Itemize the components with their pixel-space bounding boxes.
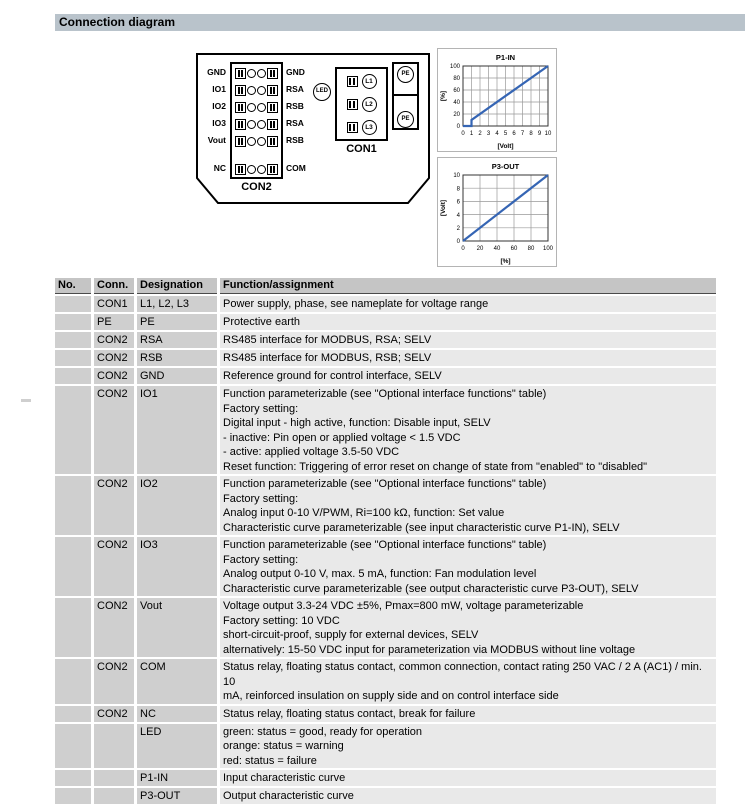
screw-terminal-icon	[347, 99, 358, 110]
svg-text:10: 10	[453, 173, 460, 180]
table-row	[55, 706, 716, 722]
con2-pin-row	[232, 135, 281, 148]
phase-terminal: L1	[362, 74, 377, 89]
cell-function	[220, 537, 716, 596]
chart-P3-OUT	[438, 159, 556, 266]
function-line: red: status = failure	[223, 754, 317, 767]
table-row	[55, 296, 716, 312]
section-title: Connection diagram	[55, 14, 745, 31]
function-line: - active: applied voltage 3.5-50 VDC	[223, 446, 400, 458]
pin-hole-icon	[247, 86, 256, 95]
cell-no	[55, 706, 91, 722]
con1-block	[335, 67, 388, 141]
svg-text:[%]: [%]	[440, 90, 447, 102]
table-row	[55, 314, 716, 330]
pin-hole-icon	[257, 69, 266, 78]
svg-text:20: 20	[453, 112, 460, 119]
function-line: Input characteristic curve	[223, 772, 346, 784]
cell-no	[55, 788, 91, 804]
cell-function	[220, 706, 716, 722]
con2-pin-row	[232, 67, 281, 80]
con2-left-label: IO1	[212, 83, 226, 94]
svg-text:3: 3	[486, 131, 491, 137]
table-row	[55, 659, 716, 704]
table-row	[55, 788, 716, 804]
function-line: Voltage output 3.3-24 VDC ±5%, Pmax=800 mW, voltage parameterizable	[223, 600, 584, 612]
cell-conn	[94, 724, 134, 769]
table-row	[55, 598, 716, 657]
con2-pin-row	[232, 84, 281, 97]
con2-right-label: COM	[286, 162, 306, 173]
svg-text:[Volt]: [Volt]	[497, 143, 514, 150]
function-line: Function parameterizable (see "Optional interface functions" table)	[223, 539, 547, 551]
function-line: Reference ground for control interface, SELV	[223, 370, 442, 382]
con1-pin-row	[337, 73, 386, 90]
cell-designation: P1-IN	[137, 770, 217, 786]
cell-no	[55, 386, 91, 474]
cell-function	[220, 386, 716, 474]
svg-text:10: 10	[544, 131, 552, 137]
cell-function	[220, 332, 716, 348]
con2-left-label: IO2	[212, 100, 226, 111]
svg-text:4: 4	[456, 212, 460, 219]
function-line: Digital input - high active, function: Disable input, SELV	[223, 417, 491, 429]
svg-text:[%]: [%]	[500, 258, 511, 265]
pe-terminal-box	[392, 62, 419, 96]
chart-P1-IN	[438, 50, 556, 151]
function-line: Power supply, phase, see nameplate for voltage range	[223, 298, 489, 310]
screw-terminal-icon	[235, 119, 246, 130]
cell-conn: CON2	[94, 350, 134, 366]
device-diagram	[196, 53, 430, 205]
svg-text:8: 8	[456, 186, 460, 193]
table-row	[55, 476, 716, 535]
table-row	[55, 350, 716, 366]
cell-function	[220, 598, 716, 657]
cell-no	[55, 770, 91, 786]
function-line: green: status = good, ready for operation	[223, 725, 423, 738]
cell-conn: PE	[94, 314, 134, 330]
pin-hole-icon	[247, 69, 256, 78]
con2-right-label: RSA	[286, 83, 304, 94]
cell-conn	[94, 788, 134, 804]
cell-no	[55, 537, 91, 596]
cell-conn: CON2	[94, 706, 134, 722]
cell-designation: GND	[137, 368, 217, 384]
con2-right-label: RSA	[286, 117, 304, 128]
function-line: Factory setting: 10 VDC	[223, 614, 340, 627]
svg-text:60: 60	[510, 246, 518, 252]
con2-right-label: RSB	[286, 100, 304, 111]
cell-conn: CON1	[94, 296, 134, 312]
table-row	[55, 386, 716, 474]
pin-hole-icon	[257, 137, 266, 146]
con1-pin-row	[337, 96, 386, 113]
screw-terminal-icon	[267, 119, 278, 130]
column-header: Conn.	[94, 278, 134, 294]
cell-no	[55, 659, 91, 704]
function-line: Status relay, floating status contact, common connection, contact rating 250 VAC / 2 A (AC1) / min. 10	[223, 661, 702, 688]
cell-designation: IO3	[137, 537, 217, 596]
cell-conn: CON2	[94, 332, 134, 348]
cell-function	[220, 659, 716, 704]
svg-text:80: 80	[453, 76, 460, 83]
function-line: short-circuit-proof, supply for external devices, SELV	[223, 629, 479, 641]
cell-designation: RSA	[137, 332, 217, 348]
con2-pin-row	[232, 163, 281, 176]
table-row	[55, 724, 716, 769]
function-line: - inactive: Pin open or applied voltage < 1.5 VDC	[223, 431, 461, 444]
function-line: alternatively: 15-50 VDC input for parameterization via MODBUS without line voltage	[223, 643, 636, 656]
screw-terminal-icon	[235, 164, 246, 175]
pin-hole-icon	[257, 103, 266, 112]
svg-text:P3-OUT: P3-OUT	[491, 162, 520, 171]
screw-terminal-icon	[347, 122, 358, 133]
function-line: Analog output 0-10 V, max. 5 mA, function: Fan modulation level	[223, 568, 537, 580]
cell-designation: NC	[137, 706, 217, 722]
svg-text:7: 7	[520, 131, 525, 137]
cell-designation: L1, L2, L3	[137, 296, 217, 312]
screw-terminal-icon	[267, 85, 278, 96]
cell-conn: CON2	[94, 476, 134, 535]
cell-conn: CON2	[94, 659, 134, 704]
chart-box-1	[437, 157, 557, 267]
function-line: mA, reinforced insulation on supply side and on control interface side	[223, 690, 559, 702]
svg-text:6: 6	[456, 199, 460, 206]
con2-left-label: IO3	[212, 117, 226, 128]
con1-caption: CON1	[346, 143, 377, 155]
phase-terminal: L3	[362, 120, 377, 135]
cell-designation: COM	[137, 659, 217, 704]
function-line: Function parameterizable (see "Optional interface functions" table)	[223, 478, 547, 490]
con1-pin-row	[337, 119, 386, 136]
cell-no	[55, 350, 91, 366]
screw-terminal-icon	[267, 68, 278, 79]
pin-hole-icon	[247, 137, 256, 146]
screw-terminal-icon	[267, 136, 278, 147]
svg-text:4: 4	[495, 131, 499, 137]
led-indicator-icon: LED	[313, 83, 331, 101]
function-line: RS485 interface for MODBUS, RSA; SELV	[223, 334, 432, 346]
pin-hole-icon	[257, 165, 266, 174]
svg-text:80: 80	[527, 246, 535, 252]
svg-text:5: 5	[503, 131, 508, 137]
function-line: Reset function: Triggering of error reset on change of state from "enabled" to "disabled"	[223, 460, 648, 473]
chart-box-0	[437, 48, 557, 152]
cell-function	[220, 770, 716, 786]
svg-text:100: 100	[542, 246, 554, 252]
svg-text:20: 20	[476, 246, 484, 252]
phase-terminal: L2	[362, 97, 377, 112]
cell-conn: CON2	[94, 368, 134, 384]
cell-designation: P3-OUT	[137, 788, 217, 804]
cell-function	[220, 476, 716, 535]
table-row	[55, 368, 716, 384]
con2-right-label: RSB	[286, 134, 304, 145]
con2-left-label: Vout	[207, 134, 226, 145]
function-line: RS485 interface for MODBUS, RSB; SELV	[223, 352, 432, 364]
con2-pin-row	[232, 101, 281, 114]
pin-hole-icon	[247, 103, 256, 112]
cell-no	[55, 296, 91, 312]
table-row	[55, 332, 716, 348]
cell-function	[220, 296, 716, 312]
con2-left-label: GND	[207, 66, 226, 77]
svg-text:2: 2	[478, 131, 482, 137]
svg-text:9: 9	[537, 131, 542, 137]
cell-designation: PE	[137, 314, 217, 330]
svg-text:1: 1	[469, 131, 474, 137]
function-line: orange: status = warning	[223, 740, 344, 752]
cell-designation: IO1	[137, 386, 217, 474]
column-header: No.	[55, 278, 91, 294]
screw-terminal-icon	[235, 136, 246, 147]
screw-terminal-icon	[267, 164, 278, 175]
cell-designation: RSB	[137, 350, 217, 366]
svg-text:0: 0	[461, 246, 465, 252]
column-header: Function/assignment	[220, 278, 716, 294]
cell-function	[220, 368, 716, 384]
function-line: Factory setting:	[223, 492, 299, 505]
con2-left-label: NC	[213, 162, 226, 173]
function-line: Characteristic curve parameterizable (see output characteristic curve P3-OUT), SELV	[223, 582, 639, 595]
pin-hole-icon	[247, 120, 256, 129]
svg-text:100: 100	[449, 64, 460, 71]
cell-no	[55, 368, 91, 384]
function-line: Factory setting:	[223, 553, 299, 566]
table-header-row	[55, 278, 716, 294]
pe-terminal: PE	[397, 66, 414, 83]
pe-terminal-box	[392, 94, 419, 130]
pin-hole-icon	[257, 86, 266, 95]
pin-hole-icon	[257, 120, 266, 129]
cell-function	[220, 788, 716, 804]
table-row	[55, 770, 716, 786]
connection-table	[52, 276, 719, 806]
function-line: Function parameterizable (see "Optional interface functions" table)	[223, 388, 547, 400]
cell-no	[55, 314, 91, 330]
svg-text:6: 6	[512, 131, 516, 137]
con2-caption: CON2	[241, 181, 272, 193]
svg-text:P1-IN: P1-IN	[495, 53, 516, 62]
svg-text:0: 0	[461, 131, 465, 137]
screw-terminal-icon	[235, 85, 246, 96]
screw-terminal-icon	[235, 68, 246, 79]
cell-function	[220, 350, 716, 366]
cell-designation: Vout	[137, 598, 217, 657]
svg-text:2: 2	[456, 226, 460, 232]
cell-no	[55, 598, 91, 657]
screw-terminal-icon	[235, 102, 246, 113]
cell-conn	[94, 770, 134, 786]
function-line: Protective earth	[223, 316, 301, 328]
pe-block	[392, 62, 419, 130]
svg-text:0: 0	[456, 124, 460, 131]
function-line: Characteristic curve parameterizable (see input characteristic curve P1-IN), SELV	[223, 521, 620, 534]
cell-conn: CON2	[94, 598, 134, 657]
column-header: Designation	[137, 278, 217, 294]
table-row	[55, 537, 716, 596]
svg-text:40: 40	[493, 246, 501, 252]
screw-terminal-icon	[347, 76, 358, 87]
cell-conn: CON2	[94, 386, 134, 474]
cell-conn: CON2	[94, 537, 134, 596]
cell-no	[55, 332, 91, 348]
svg-text:0: 0	[456, 239, 460, 246]
cell-function	[220, 724, 716, 769]
svg-text:8: 8	[529, 131, 533, 137]
function-line: Output characteristic curve	[223, 790, 354, 802]
svg-text:40: 40	[453, 100, 460, 107]
con2-block	[230, 62, 283, 179]
svg-text:[Volt]: [Volt]	[440, 199, 447, 217]
pin-hole-icon	[247, 165, 256, 174]
pe-terminal: PE	[397, 111, 414, 128]
function-line: Status relay, floating status contact, break for failure	[223, 707, 476, 720]
function-line: Analog input 0-10 V/PWM, Ri=100 kΩ, function: Set value	[223, 507, 505, 519]
con2-right-label: GND	[286, 66, 305, 77]
svg-text:60: 60	[453, 88, 460, 95]
cell-designation: IO2	[137, 476, 217, 535]
cell-no	[55, 724, 91, 769]
con2-pin-row	[232, 118, 281, 131]
margin-mark	[21, 399, 31, 402]
screw-terminal-icon	[267, 102, 278, 113]
function-line: Factory setting:	[223, 402, 299, 415]
cell-function	[220, 314, 716, 330]
cell-no	[55, 476, 91, 535]
cell-designation: LED	[137, 724, 217, 769]
